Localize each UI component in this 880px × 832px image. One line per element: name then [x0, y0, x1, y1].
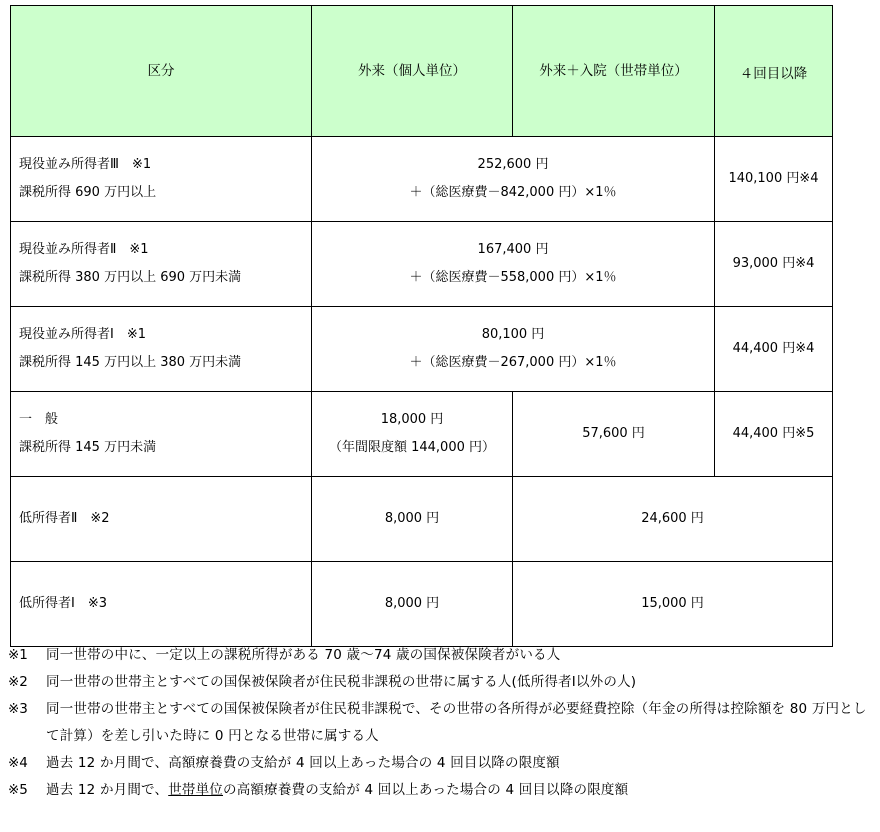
combined-limit: [312, 222, 715, 307]
household-limit: 24,600 円: [513, 477, 833, 562]
table-row: [11, 392, 833, 477]
row-category: [11, 392, 312, 477]
row-category: [11, 222, 312, 307]
household-limit: 57,600 円: [513, 392, 715, 477]
footnote-text-after: の高額療養費の支給が 4 回以上あった場合の 4 回目以降の限度額: [223, 782, 629, 798]
category-income: 課税所得 380 万円以上 690 万円未満: [19, 270, 242, 285]
limit-base: 80,100 円: [481, 327, 545, 342]
row-category: [11, 307, 312, 392]
category-name: 一 般: [19, 412, 59, 427]
combined-limit: [312, 137, 715, 222]
limit-formula: ＋（総医療費－267,000 円）×1％: [409, 355, 617, 370]
footnote-mark: ※4: [8, 755, 28, 771]
category-name: 現役並み所得者Ⅰ ※1: [19, 327, 146, 342]
footnote-mark: ※2: [8, 674, 28, 690]
header-fourth-time-onward: ４回目以降: [715, 6, 833, 137]
table-row: [11, 562, 833, 647]
table-row: [11, 477, 833, 562]
category-name: 現役並み所得者Ⅱ ※1: [19, 242, 149, 257]
limit-base: 252,600 円: [477, 157, 549, 172]
footnote-text: [46, 777, 876, 804]
footnote-text: 同一世帯の世帯主とすべての国保被保険者が住民税非課税の世帯に属する人(低所得者Ⅰ以外の人): [46, 674, 637, 690]
limit-base: 167,400 円: [477, 242, 549, 257]
outpatient-limit: [312, 392, 513, 477]
row-category: 低所得者Ⅰ ※3: [11, 562, 312, 647]
category-income: 課税所得 145 万円未満: [19, 440, 157, 455]
row-category: 低所得者Ⅱ ※2: [11, 477, 312, 562]
footnote-text: 過去 12 か月間で、高額療養費の支給が 4 回以上あった場合の 4 回目以降の限度額: [46, 755, 560, 771]
table-row: [11, 137, 833, 222]
fourth-time-limit: 44,400 円※4: [715, 307, 833, 392]
footnotes: [8, 642, 876, 804]
category-name: 現役並み所得者Ⅲ ※1: [19, 157, 152, 172]
table-row: [11, 307, 833, 392]
footnote-mark: ※3: [8, 701, 28, 717]
footnote: [8, 642, 876, 669]
table-row: [11, 222, 833, 307]
table-header-row: [11, 6, 833, 137]
household-limit: 15,000 円: [513, 562, 833, 647]
header-outpatient-individual: 外来（個人単位）: [312, 6, 513, 137]
outpatient-limit: 8,000 円: [312, 562, 513, 647]
footnote: [8, 777, 876, 804]
annual-limit: （年間限度額 144,000 円）: [328, 440, 496, 455]
fourth-time-limit: 93,000 円※4: [715, 222, 833, 307]
footnote-text-before: 過去 12 か月間で、: [46, 782, 169, 798]
outpatient-amount: 18,000 円: [380, 412, 444, 427]
combined-limit: [312, 307, 715, 392]
row-category: [11, 137, 312, 222]
category-income: 課税所得 145 万円以上 380 万円未満: [19, 355, 242, 370]
footnote: [8, 696, 876, 750]
footnote-mark: ※5: [8, 782, 28, 798]
footnote-text: 同一世帯の中に、一定以上の課税所得がある 70 歳～74 歳の国保被保険者がいる人: [46, 647, 561, 663]
footnote: [8, 750, 876, 777]
footnote-underlined-term: 世帯単位: [168, 782, 224, 798]
fourth-time-limit: 44,400 円※5: [715, 392, 833, 477]
footnote: [8, 669, 876, 696]
category-income: 課税所得 690 万円以上: [19, 185, 157, 200]
outpatient-limit: 8,000 円: [312, 477, 513, 562]
header-category: 区分: [11, 6, 312, 137]
header-outpatient-inpatient-household: 外来＋入院（世帯単位）: [513, 6, 715, 137]
copay-limit-table: [10, 5, 833, 647]
footnote-text: 同一世帯の世帯主とすべての国保被保険者が住民税非課税で、その世帯の各所得が必要経費控除（年金の所得は控除額を 80 万円として計算）を差し引いた時に 0 円となる世帯に属する人: [46, 701, 867, 744]
limit-formula: ＋（総医療費－558,000 円）×1％: [409, 270, 617, 285]
footnote-mark: ※1: [8, 647, 28, 663]
limit-formula: ＋（総医療費－842,000 円）×1％: [409, 185, 617, 200]
fourth-time-limit: 140,100 円※4: [715, 137, 833, 222]
